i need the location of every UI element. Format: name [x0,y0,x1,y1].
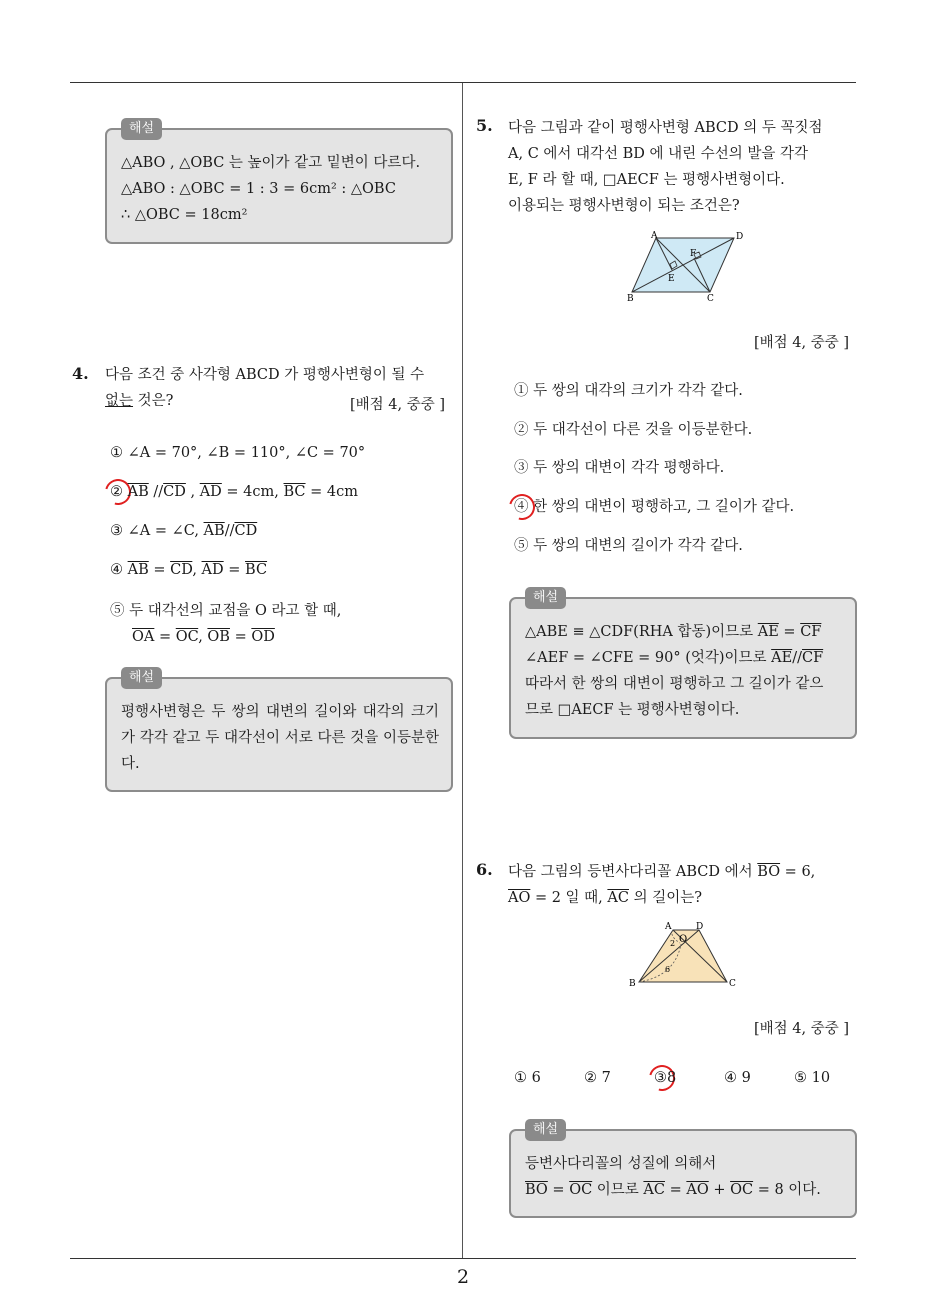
solution-line: 므로 □AECF 는 평행사변형이다. [525,702,740,718]
solution-line: △ABO , △OBC 는 높이가 같고 밑변이 다르다. [121,155,421,171]
q4-option-5[interactable]: ⑤ 두 대각선의 교점을 O 라고 할 때, $\overline{OA} = \overline{OC}$, $\overline{OB} = \overline{OD}$ [110,603,342,645]
solution-box-q5 [509,590,857,739]
solution-line: ∠AEF = ∠CFE = 90° (엇각)이므로 $\overline{AE}//\overline{CF}$ [525,650,824,666]
solution-line: △ABE ≡ △CDF(RHA 합동)이므로 $\overline{AE} = \overline{CF}$ [525,624,822,640]
solution-text: 평행사변형은 두 쌍의 대변의 길이와 대각의 크기가 각각 같고 두 대각선이 서로 다른 것을 이등분한다. [121,704,439,772]
vertex-label: O [679,934,688,945]
page-number: 2 [456,1266,470,1288]
q4-option-3[interactable]: ③ ∠A = ∠C, $\overline{AB}//\overline{CD}$ [110,523,258,539]
solution-tag: 해설 [525,1119,566,1141]
length-label: 6 [665,965,671,974]
vertex-label: F [690,249,697,259]
vertex-label: C [707,294,714,304]
question-number-4: 4. [72,364,89,383]
q6-option-5[interactable]: ⑤ 10 [794,1070,831,1086]
question-6-text: 다음 그림의 등변사다리꼴 ABCD 에서 $\overline{BO} = 6$, $\overline{AO} = 2$ 일 때, $\overline{AC}$ 의 길이는? [508,864,816,906]
solution-line: $\overline{BO} = \overline{OC}$ 이므로 $\overline{AC} = \overline{AO} + \overline{OC} = 8$ 이다. [525,1182,821,1198]
q4-option-2[interactable]: ② $\overline{AB}$ $//\overline{CD}$ , $\overline{AD} = 4cm$, $\overline{BC} = 4cm$ [110,484,358,500]
vertex-label: D [696,922,704,932]
underlined-word: 없는 [105,393,134,409]
parallelogram-figure [620,228,750,304]
solution-tag: 해설 [525,587,566,609]
question-5-text: 다음 그림과 같이 평행사변형 ABCD 의 두 꼭짓점 A, C 에서 대각선 BD 에 내린 수선의 발을 각각 E, F 라 할 때, □AECF 는 평행사변형이다. 이용되는 평행사변형이 되는 조건은? [508,120,823,214]
vertex-label: E [668,274,675,284]
bottom-rule [70,1258,856,1259]
top-rule [70,82,856,83]
q6-option-1[interactable]: ① 6 [514,1070,541,1086]
q5-option-3[interactable]: ③ 두 쌍의 대변이 각각 평행하다. [514,460,725,476]
vertex-label: D [736,232,744,242]
q5-score-meta: [배점 4, 중중 ] [754,335,850,351]
q5-option-4[interactable]: ④ 한 쌍의 대변이 평행하고, 그 길이가 같다. [514,499,795,515]
column-divider [462,83,463,1258]
question-line: 없는 것은? [105,393,174,409]
question-line: 다음 조건 중 사각형 ABCD 가 평행사변형이 될 수 [105,367,425,383]
trapezoid-figure [625,918,745,994]
q6-option-3[interactable]: ③8 [654,1070,677,1086]
question-number-6: 6. [476,860,493,879]
q6-option-4[interactable]: ④ 9 [724,1070,751,1086]
q4-score-meta: [배점 4, 중중 ] [350,397,446,413]
question-number-5: 5. [476,116,493,135]
q4-option-4[interactable]: ④ $\overline{AB} = \overline{CD}$, $\overline{AD} = \overline{BC}$ [110,562,268,578]
solution-line: 등변사다리꼴의 성질에 의해서 [525,1156,717,1172]
q5-option-2[interactable]: ② 두 대각선이 다른 것을 이등분한다. [514,422,753,438]
q4-option-1[interactable]: ① ∠A = 70°, ∠B = 110°, ∠C = 70° [110,445,366,461]
q6-score-meta: [배점 4, 중중 ] [754,1021,850,1037]
solution-tag: 해설 [121,118,162,140]
q6-option-2[interactable]: ② 7 [584,1070,611,1086]
q5-option-5[interactable]: ⑤ 두 쌍의 대변의 길이가 각각 같다. [514,538,743,554]
vertex-label: B [629,979,636,989]
vertex-label: B [627,294,634,304]
vertex-label: A [651,231,658,241]
solution-line: 따라서 한 쌍의 대변이 평행하고 그 길이가 같으 [525,676,824,692]
solution-tag: 해설 [121,667,162,689]
length-label: 2 [670,939,676,948]
solution-line: △ABO : △OBC = 1 : 3 = 6cm² : △OBC [121,181,396,197]
solution-box-q3 [105,121,453,244]
vertex-label: C [729,979,736,989]
q5-option-1[interactable]: ① 두 쌍의 대각의 크기가 각각 같다. [514,383,743,399]
solution-line: ∴ △OBC = 18cm² [121,207,248,223]
solution-box-q4 [105,670,453,792]
vertex-label: A [665,922,672,932]
solution-box-q6 [509,1122,857,1218]
